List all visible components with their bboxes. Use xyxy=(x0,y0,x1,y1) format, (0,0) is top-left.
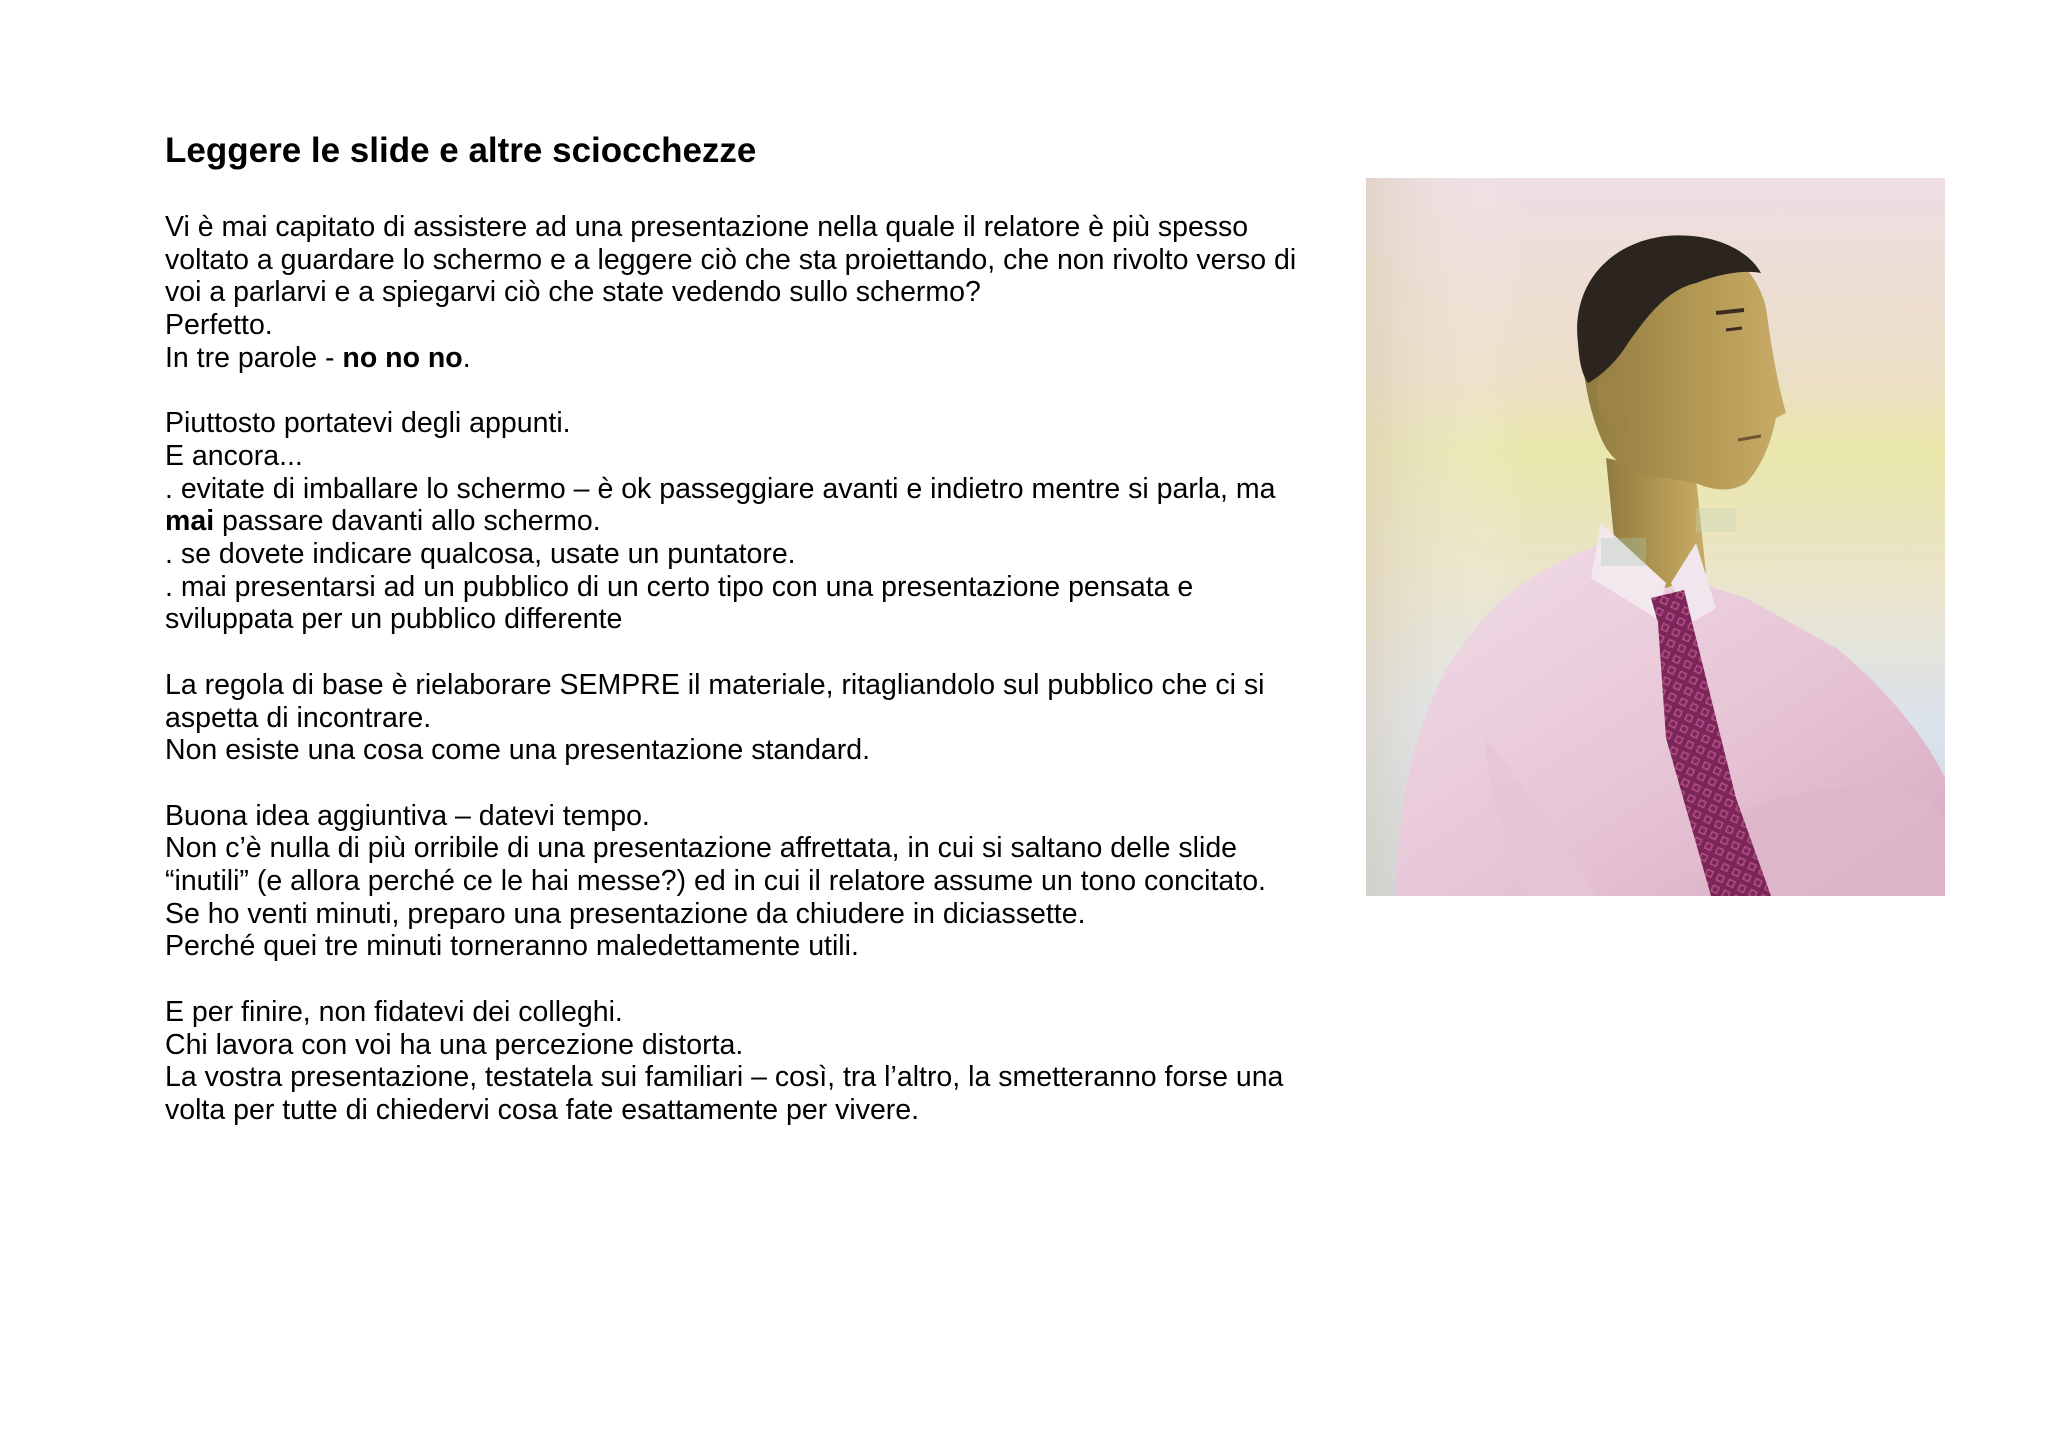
text-segment: . xyxy=(462,341,471,374)
text-line xyxy=(165,1061,1340,1094)
text-line xyxy=(165,669,1340,702)
text-line xyxy=(165,1029,1340,1062)
text-segment: Chi lavora con voi ha una percezione distorta. xyxy=(165,1028,744,1061)
text-line xyxy=(165,276,1340,309)
text-segment: Vi è mai capitato di assistere ad una presentazione nella quale il relatore è più spesso xyxy=(165,211,1249,243)
text-segment: aspetta di incontrare. xyxy=(165,701,432,734)
text-segment: Non c’è nulla di più orribile di una presentazione affrettata, in cui si saltano delle slide xyxy=(165,832,1238,865)
text-segment: In tre parole - xyxy=(165,341,343,374)
text-line xyxy=(165,211,1340,244)
text-line xyxy=(165,996,1340,1029)
text-line xyxy=(165,407,1340,440)
text-line xyxy=(165,898,1340,931)
text-line xyxy=(165,603,1340,636)
text-segment: Perfetto. xyxy=(165,309,273,342)
text-segment: . se dovete indicare qualcosa, usate un puntatore. xyxy=(165,538,796,571)
paragraph-gap xyxy=(165,636,1340,669)
text-segment: Se ho venti minuti, preparo una presentazione da chiudere in diciassette. xyxy=(165,897,1086,930)
text-line xyxy=(165,800,1340,833)
text-segment: . evitate di imballare lo schermo – è ok passeggiare avanti e indietro mentre si parla, ma xyxy=(165,472,1276,505)
paragraph-gap xyxy=(165,375,1340,408)
text-segment: voi a parlarvi e a spiegarvi ciò che state vedendo sullo schermo? xyxy=(165,276,981,309)
text-line xyxy=(165,930,1340,963)
text-segment: . mai presentarsi ad un pubblico di un certo tipo con una presentazione pensata e xyxy=(165,570,1194,603)
text-line xyxy=(165,505,1340,538)
text-segment: La regola di base è rielaborare SEMPRE il materiale, ritagliandolo sul pubblico che ci si xyxy=(165,668,1265,701)
text-segment: sviluppata per un pubblico differente xyxy=(165,603,623,636)
text-segment: volta per tutte di chiedervi cosa fate esattamente per vivere. xyxy=(165,1093,920,1126)
text-segment: E ancora... xyxy=(165,439,303,472)
text-line xyxy=(165,440,1340,473)
text-line xyxy=(165,865,1340,898)
text-line xyxy=(165,342,1340,375)
portrait-photo xyxy=(1366,178,1945,896)
text-segment: passare davanti allo schermo. xyxy=(214,505,601,538)
text-line xyxy=(165,538,1340,571)
page-title: Leggere le slide e altre sciocchezze xyxy=(165,131,757,170)
text-line xyxy=(165,734,1340,767)
text-segment: Piuttosto portatevi degli appunti. xyxy=(165,407,571,440)
text-line xyxy=(165,244,1340,277)
body-text xyxy=(165,211,1340,1127)
text-line xyxy=(165,571,1340,604)
bold-text: mai xyxy=(165,505,215,538)
text-segment: voltato a guardare lo schermo e a leggere ciò che sta proiettando, che non rivolto verso di xyxy=(165,243,1297,276)
text-segment: Perché quei tre minuti torneranno maledettamente utili. xyxy=(165,930,859,963)
text-segment: Buona idea aggiuntiva – datevi tempo. xyxy=(165,799,650,832)
text-segment: La vostra presentazione, testatela sui familiari – così, tra l’altro, la smetteranno forse una xyxy=(165,1061,1284,1094)
text-segment: “inutili” (e allora perché ce le hai messe?) ed in cui il relatore assume un tono concitato. xyxy=(165,865,1266,898)
bold-text: no no no xyxy=(342,341,463,374)
text-line xyxy=(165,1094,1340,1127)
paragraph-gap xyxy=(165,767,1340,800)
text-line xyxy=(165,832,1340,865)
text-segment: E per finire, non fidatevi dei colleghi. xyxy=(165,995,623,1028)
text-line xyxy=(165,473,1340,506)
paragraph-gap xyxy=(165,963,1340,996)
text-line xyxy=(165,309,1340,342)
text-segment: Non esiste una cosa come una presentazione standard. xyxy=(165,734,871,767)
text-line xyxy=(165,702,1340,735)
